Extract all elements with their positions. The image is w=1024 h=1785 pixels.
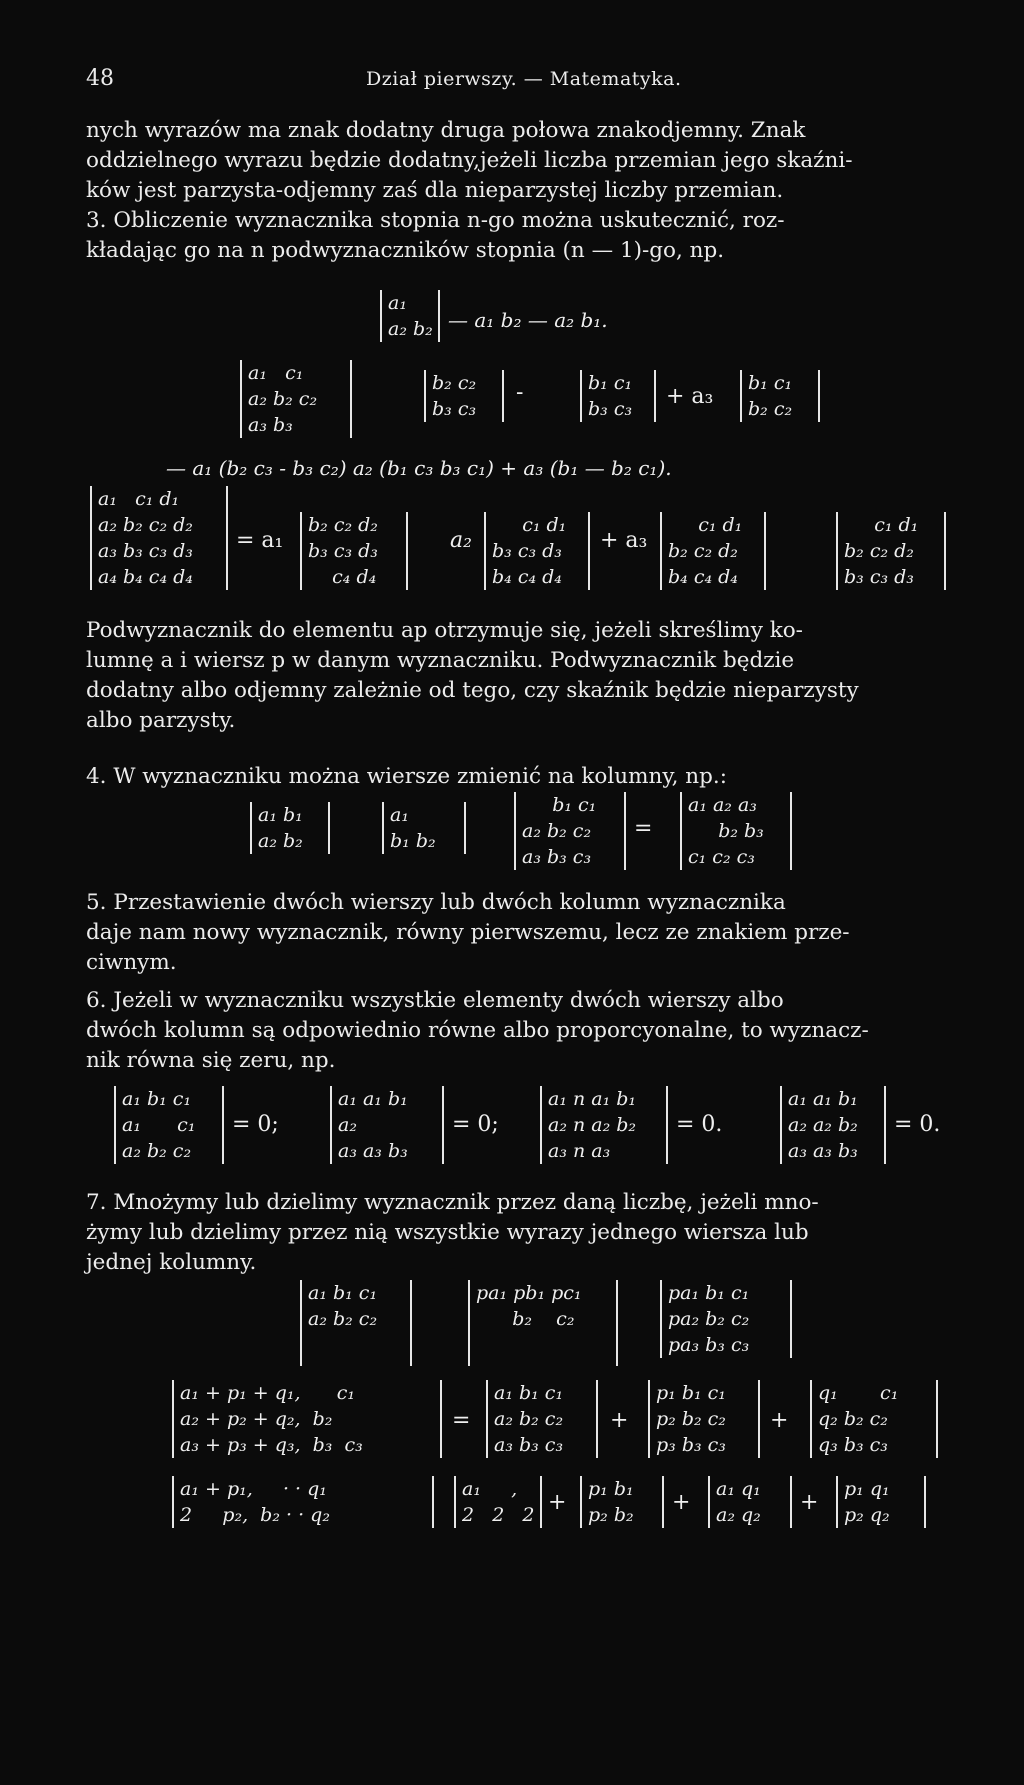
plus-a3: + a₃ (666, 384, 714, 409)
zero-result-4: = 0. (894, 1112, 941, 1137)
sum-equals: = (452, 1408, 471, 1433)
transpose-equals: = (634, 816, 653, 841)
paragraph-4-transpose: 4. W wyznaczniku można wiersze zmienić na kolumny, np.: (86, 764, 727, 789)
last-plus-1: + (548, 1490, 567, 1515)
determinant-3x3: a₁ c₁ a₂ b₂ c₂ a₃ b₃ (240, 360, 352, 438)
minor-4x4-3: c₁ d₁ b₂ c₂ d₂ b₄ c₄ d₄ (660, 512, 766, 590)
coefficient-a2: a₂ (450, 528, 472, 553)
sum-det-q: q₁ c₁ q₂ b₂ c₂ q₃ b₃ c₃ (810, 1380, 938, 1458)
mult-det-1: a₁ b₁ c₁ a₂ b₂ c₂ (300, 1280, 412, 1366)
determinant-4x4: a₁ c₁ d₁ a₂ b₂ c₂ d₂ a₃ b₃ c₃ d₃ a₄ b₄ c₄ d₄ (90, 486, 228, 590)
minor-3x3-1: b₂ c₂ b₃ c₃ (424, 370, 504, 422)
minor-4x4-1: b₂ c₂ d₂ b₃ c₃ d₃ c₄ d₄ (300, 512, 408, 590)
paragraph-5-swap: 5. Przestawienie dwóch wierszy lub dwóch kolumn wyznacznika daje nam nowy wyznacznik, równy pierwszemu, lecz ze znakiem prze- ciwnym. (86, 890, 850, 975)
last-det-main: a₁ + p₁, · · q₁ 2 p₂, b₂ · · q₂ (172, 1476, 434, 1528)
zero-det-4: a₁ a₁ b₁ a₂ a₂ b₂ a₃ a₃ b₃ (780, 1086, 886, 1164)
transpose-det-4: a₁ a₂ a₃ b₂ b₃ c₁ c₂ c₃ (680, 792, 792, 870)
paragraph-6-zero: 6. Jeżeli w wyznaczniku wszystkie elementy dwóch wierszy albo dwóch kolumn są odpowiednio równe albo proporcyonalne, to wyznacz- nik równa się zeru, np. (86, 988, 869, 1073)
minor-4x4-4: c₁ d₁ b₂ c₂ d₂ b₃ c₃ d₃ (836, 512, 946, 590)
sum-plus-1: + (610, 1408, 629, 1433)
expansion-3x3: — a₁ (b₂ c₃ - b₃ c₂) a₂ (b₁ c₃ b₃ c₁) + a₃ (b₁ — b₂ c₁). (166, 456, 672, 480)
last-plus-3: + (800, 1490, 819, 1515)
sum-det-a: a₁ b₁ c₁ a₂ b₂ c₂ a₃ b₃ c₃ (486, 1380, 598, 1458)
minor-3x3-2: b₁ c₁ b₃ c₃ (580, 370, 656, 422)
zero-det-2: a₁ a₁ b₁ a₂ a₃ a₃ b₃ (330, 1086, 444, 1164)
mult-det-2: pa₁ pb₁ pc₁ b₂ c₂ (468, 1280, 618, 1366)
minus-sign: - (516, 380, 524, 405)
minor-4x4-2: c₁ d₁ b₃ c₃ d₃ b₄ c₄ d₄ (484, 512, 590, 590)
last-det-p: p₁ b₁ p₂ b₂ (580, 1476, 664, 1528)
zero-det-3: a₁ n a₁ b₁ a₂ n a₂ b₂ a₃ n a₃ (540, 1086, 668, 1164)
sum-plus-2: + (770, 1408, 789, 1433)
zero-det-1: a₁ b₁ c₁ a₁ c₁ a₂ b₂ c₂ (114, 1086, 224, 1164)
determinant-2x2: a₁ a₂ b₂ (380, 290, 440, 342)
last-plus-2: + (672, 1490, 691, 1515)
transpose-det-3: b₁ c₁ a₂ b₂ c₂ a₃ b₃ c₃ (514, 792, 626, 870)
sum-det-p: p₁ b₁ c₁ p₂ b₂ c₂ p₃ b₃ c₃ (648, 1380, 760, 1458)
transpose-det-2: a₁ b₁ b₂ (382, 802, 466, 854)
paragraph-subdeterminant: Podwyznacznik do elementu ap otrzymuje się, jeżeli skreślimy ko- lumnę a i wiersz p w danym wyznaczniku. Podwyznacznik będzie dodatny albo odjemny zależnie od tego, czy skaźnik będzie nieparzysty albo parzysty. (86, 618, 859, 733)
zero-result-3: = 0. (676, 1112, 723, 1137)
last-det-a: a₁ , 2 2 2 (454, 1476, 542, 1528)
transpose-det-1: a₁ b₁ a₂ b₂ (250, 802, 330, 854)
paragraph-sign-rule: nych wyrazów ma znak dodatny druga połowa znakodjemny. Znak oddzielnego wyrazu będzie dodatny,jeżeli liczba przemian jego skaźni- ków jest parzysta-odjemny zaś dla nieparzystej liczby przemian. (86, 118, 853, 203)
paragraph-7-multiply: 7. Mnożymy lub dzielimy wyznacznik przez daną liczbę, jeżeli mno- żymy lub dzielimy przez nią wszystkie wyrazy jednego wiersza lub jednej kolumny. (86, 1190, 819, 1275)
mult-det-3: pa₁ b₁ c₁ pa₂ b₂ c₂ pa₃ b₃ c₃ (660, 1280, 792, 1358)
equals-a1: = a₁ (236, 528, 284, 553)
zero-result-2: = 0; (452, 1112, 499, 1137)
plus-a3-4x4: + a₃ (600, 528, 648, 553)
sum-det-main: a₁ + p₁ + q₁, c₁ a₂ + p₂ + q₂, b₂ a₃ + p₃ + q₃, b₃ c₃ (172, 1380, 442, 1458)
last-det-q: a₁ q₁ a₂ q₂ (708, 1476, 792, 1528)
paragraph-3-expansion: 3. Obliczenie wyznacznika stopnia n-go można uskutecznić, roz- kładając go na n podwyznaczników stopnia (n — 1)-go, np. (86, 208, 785, 263)
page-header (86, 66, 976, 96)
page-number: 48 (86, 66, 114, 91)
zero-result-1: = 0; (232, 1112, 279, 1137)
minor-3x3-3: b₁ c₁ b₂ c₂ (740, 370, 820, 422)
last-det-pq: p₁ q₁ p₂ q₂ (836, 1476, 926, 1528)
formula-2x2-result: — a₁ b₂ — a₂ b₁. (448, 308, 608, 332)
running-title: Dział pierwszy. — Matematyka. (366, 68, 682, 90)
